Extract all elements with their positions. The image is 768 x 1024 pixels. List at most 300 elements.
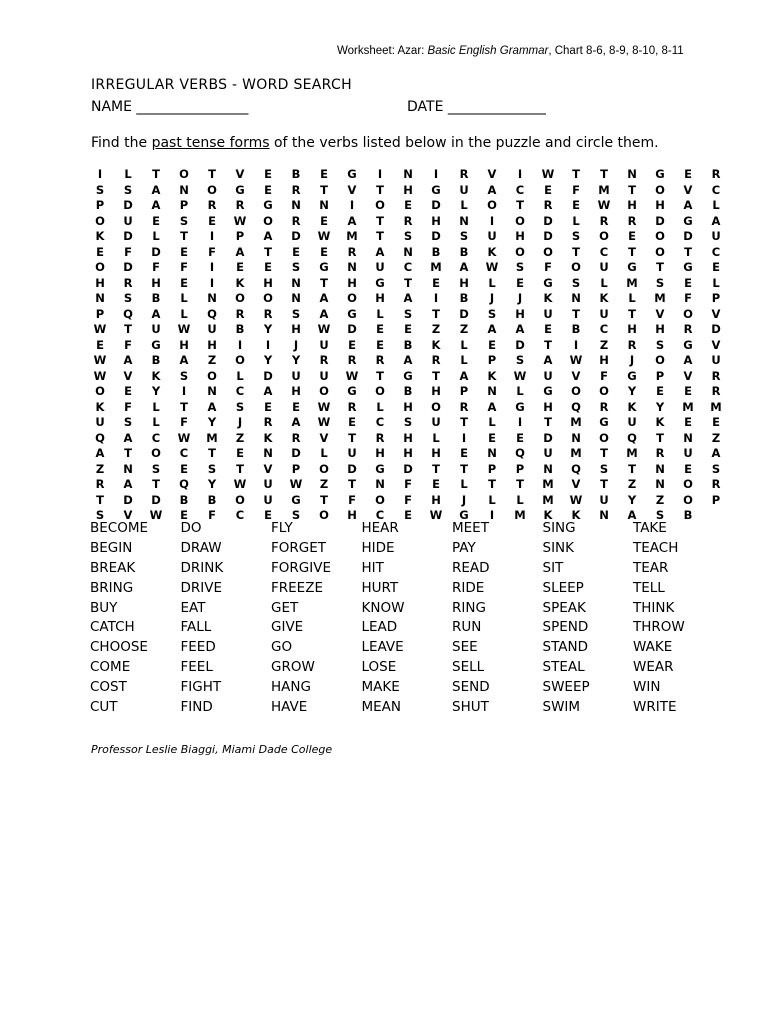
- grid-letter[interactable]: M: [654, 291, 666, 305]
- grid-letter[interactable]: K: [487, 368, 497, 383]
- grid-letter[interactable]: S: [123, 291, 133, 305]
- grid-letter[interactable]: D: [291, 446, 301, 460]
- grid-letter[interactable]: R: [235, 198, 245, 212]
- grid-letter[interactable]: F: [572, 182, 580, 197]
- grid-letter[interactable]: A: [123, 430, 133, 445]
- grid-letter[interactable]: G: [263, 198, 273, 212]
- grid-letter[interactable]: G: [543, 275, 553, 290]
- grid-letter[interactable]: U: [487, 229, 497, 243]
- grid-letter[interactable]: N: [319, 198, 329, 212]
- grid-letter[interactable]: R: [123, 275, 133, 290]
- grid-letter[interactable]: E: [264, 399, 272, 414]
- grid-letter[interactable]: U: [319, 368, 329, 383]
- grid-letter[interactable]: W: [177, 322, 191, 336]
- grid-letter[interactable]: D: [347, 461, 357, 476]
- grid-letter[interactable]: J: [489, 291, 495, 305]
- grid-letter[interactable]: E: [264, 260, 272, 274]
- grid-letter[interactable]: U: [543, 446, 553, 460]
- grid-letter[interactable]: D: [515, 337, 525, 352]
- grid-letter[interactable]: L: [152, 399, 160, 414]
- grid-letter[interactable]: E: [684, 384, 692, 398]
- grid-letter[interactable]: N: [571, 291, 581, 305]
- grid-letter[interactable]: H: [655, 198, 665, 212]
- grid-letter[interactable]: E: [264, 182, 272, 197]
- grid-letter[interactable]: W: [149, 508, 163, 522]
- grid-letter[interactable]: U: [319, 337, 329, 352]
- grid-letter[interactable]: U: [599, 260, 609, 274]
- grid-letter[interactable]: T: [656, 430, 664, 445]
- grid-letter[interactable]: E: [180, 461, 188, 476]
- grid-letter[interactable]: I: [433, 291, 439, 305]
- grid-letter[interactable]: E: [656, 384, 664, 398]
- grid-letter[interactable]: E: [684, 275, 692, 290]
- grid-letter[interactable]: R: [263, 306, 273, 321]
- grid-letter[interactable]: Y: [627, 492, 637, 507]
- grid-letter[interactable]: W: [569, 353, 583, 367]
- grid-letter[interactable]: F: [180, 415, 188, 429]
- grid-letter[interactable]: E: [712, 260, 720, 274]
- grid-letter[interactable]: I: [517, 415, 523, 429]
- grid-letter[interactable]: L: [376, 306, 384, 321]
- grid-letter[interactable]: J: [517, 291, 523, 305]
- grid-letter[interactable]: L: [572, 213, 580, 228]
- grid-letter[interactable]: T: [404, 275, 412, 290]
- grid-letter[interactable]: A: [291, 415, 301, 429]
- grid-letter[interactable]: L: [516, 384, 524, 398]
- grid-letter[interactable]: C: [235, 384, 245, 398]
- grid-letter[interactable]: V: [263, 461, 273, 476]
- grid-letter[interactable]: M: [542, 492, 554, 507]
- grid-letter[interactable]: D: [655, 213, 665, 228]
- grid-letter[interactable]: T: [516, 198, 524, 212]
- grid-letter[interactable]: H: [543, 399, 553, 414]
- grid-letter[interactable]: D: [123, 229, 133, 243]
- grid-letter[interactable]: U: [599, 492, 609, 507]
- grid-letter[interactable]: R: [347, 353, 357, 367]
- grid-letter[interactable]: R: [319, 353, 329, 367]
- grid-letter[interactable]: P: [459, 384, 469, 398]
- grid-letter[interactable]: H: [431, 384, 441, 398]
- grid-letter[interactable]: A: [95, 446, 105, 460]
- grid-letter[interactable]: R: [459, 167, 469, 181]
- grid-letter[interactable]: N: [599, 508, 609, 522]
- grid-letter[interactable]: V: [235, 167, 245, 181]
- grid-letter[interactable]: G: [627, 260, 637, 274]
- grid-letter[interactable]: L: [320, 446, 328, 460]
- grid-letter[interactable]: O: [207, 368, 217, 383]
- grid-letter[interactable]: I: [517, 167, 523, 181]
- grid-letter[interactable]: H: [95, 275, 105, 290]
- grid-letter[interactable]: H: [431, 446, 441, 460]
- grid-letter[interactable]: E: [348, 337, 356, 352]
- grid-letter[interactable]: E: [320, 167, 328, 181]
- grid-letter[interactable]: F: [208, 508, 216, 522]
- grid-letter[interactable]: T: [600, 477, 608, 491]
- grid-letter[interactable]: Z: [431, 322, 441, 336]
- grid-letter[interactable]: P: [235, 229, 245, 243]
- grid-letter[interactable]: L: [712, 275, 720, 290]
- grid-letter[interactable]: F: [684, 291, 692, 305]
- grid-letter[interactable]: T: [684, 244, 692, 259]
- grid-letter[interactable]: V: [711, 337, 721, 352]
- grid-letter[interactable]: I: [237, 337, 243, 352]
- grid-letter[interactable]: V: [347, 182, 357, 197]
- grid-letter[interactable]: T: [180, 229, 188, 243]
- grid-letter[interactable]: U: [431, 415, 441, 429]
- grid-letter[interactable]: W: [513, 368, 527, 383]
- grid-letter[interactable]: H: [515, 306, 525, 321]
- grid-letter[interactable]: G: [599, 415, 609, 429]
- grid-letter[interactable]: O: [179, 167, 189, 181]
- grid-letter[interactable]: Q: [627, 430, 637, 445]
- grid-letter[interactable]: H: [403, 182, 413, 197]
- grid-letter[interactable]: W: [317, 399, 331, 414]
- grid-letter[interactable]: R: [347, 399, 357, 414]
- grid-letter[interactable]: P: [95, 198, 105, 212]
- grid-letter[interactable]: A: [711, 446, 721, 460]
- grid-letter[interactable]: Y: [263, 353, 273, 367]
- grid-letter[interactable]: Z: [319, 477, 329, 491]
- grid-letter[interactable]: L: [460, 477, 468, 491]
- grid-letter[interactable]: S: [459, 229, 469, 243]
- grid-letter[interactable]: Z: [235, 430, 245, 445]
- grid-letter[interactable]: G: [515, 399, 525, 414]
- grid-letter[interactable]: T: [572, 306, 580, 321]
- grid-letter[interactable]: G: [543, 384, 553, 398]
- grid-letter[interactable]: E: [180, 244, 188, 259]
- grid-letter[interactable]: D: [123, 260, 133, 274]
- grid-letter[interactable]: L: [488, 275, 496, 290]
- grid-letter[interactable]: O: [375, 198, 385, 212]
- grid-letter[interactable]: N: [291, 291, 301, 305]
- grid-letter[interactable]: A: [123, 477, 133, 491]
- grid-letter[interactable]: E: [544, 182, 552, 197]
- grid-letter[interactable]: U: [123, 213, 133, 228]
- grid-letter[interactable]: M: [346, 229, 358, 243]
- grid-letter[interactable]: Y: [207, 415, 217, 429]
- grid-letter[interactable]: E: [684, 167, 692, 181]
- grid-letter[interactable]: S: [655, 337, 665, 352]
- grid-letter[interactable]: R: [291, 182, 301, 197]
- grid-letter[interactable]: S: [571, 229, 581, 243]
- grid-letter[interactable]: O: [571, 384, 581, 398]
- grid-letter[interactable]: V: [123, 368, 133, 383]
- grid-letter[interactable]: H: [347, 508, 357, 522]
- grid-letter[interactable]: U: [543, 368, 553, 383]
- grid-letter[interactable]: M: [570, 446, 582, 460]
- grid-letter[interactable]: S: [403, 306, 413, 321]
- grid-letter[interactable]: Q: [95, 430, 105, 445]
- grid-letter[interactable]: A: [319, 306, 329, 321]
- grid-letter[interactable]: W: [93, 322, 107, 336]
- grid-letter[interactable]: A: [207, 399, 217, 414]
- grid-letter[interactable]: O: [263, 213, 273, 228]
- grid-letter[interactable]: S: [179, 368, 189, 383]
- grid-letter[interactable]: U: [151, 322, 161, 336]
- grid-letter[interactable]: Z: [459, 322, 469, 336]
- grid-letter[interactable]: H: [375, 291, 385, 305]
- grid-letter[interactable]: G: [403, 368, 413, 383]
- grid-letter[interactable]: F: [348, 492, 356, 507]
- grid-letter[interactable]: S: [95, 182, 105, 197]
- grid-letter[interactable]: B: [235, 322, 245, 336]
- grid-letter[interactable]: O: [375, 384, 385, 398]
- grid-letter[interactable]: H: [151, 275, 161, 290]
- grid-letter[interactable]: H: [515, 229, 525, 243]
- grid-letter[interactable]: D: [431, 229, 441, 243]
- grid-letter[interactable]: T: [236, 461, 244, 476]
- grid-letter[interactable]: A: [151, 306, 161, 321]
- grid-letter[interactable]: O: [235, 353, 245, 367]
- grid-letter[interactable]: U: [683, 446, 693, 460]
- grid-letter[interactable]: T: [544, 415, 552, 429]
- grid-letter[interactable]: T: [516, 477, 524, 491]
- grid-letter[interactable]: N: [291, 275, 301, 290]
- grid-letter[interactable]: H: [291, 384, 301, 398]
- grid-letter[interactable]: D: [543, 213, 553, 228]
- grid-letter[interactable]: E: [516, 430, 524, 445]
- grid-letter[interactable]: K: [599, 291, 609, 305]
- grid-letter[interactable]: S: [403, 229, 413, 243]
- grid-letter[interactable]: E: [376, 337, 384, 352]
- grid-letter[interactable]: A: [459, 260, 469, 274]
- grid-letter[interactable]: C: [179, 446, 189, 460]
- grid-letter[interactable]: V: [571, 477, 581, 491]
- grid-letter[interactable]: L: [236, 368, 244, 383]
- grid-letter[interactable]: L: [180, 291, 188, 305]
- grid-letter[interactable]: R: [711, 167, 721, 181]
- grid-letter[interactable]: O: [95, 213, 105, 228]
- grid-letter[interactable]: S: [235, 399, 245, 414]
- grid-letter[interactable]: Y: [207, 477, 217, 491]
- grid-letter[interactable]: T: [320, 492, 328, 507]
- grid-letter[interactable]: W: [317, 229, 331, 243]
- grid-letter[interactable]: K: [487, 244, 497, 259]
- grid-letter[interactable]: B: [291, 167, 301, 181]
- grid-letter[interactable]: B: [151, 291, 161, 305]
- grid-letter[interactable]: A: [263, 384, 273, 398]
- grid-letter[interactable]: S: [515, 353, 525, 367]
- grid-letter[interactable]: L: [712, 198, 720, 212]
- grid-letter[interactable]: T: [600, 167, 608, 181]
- grid-letter[interactable]: B: [179, 492, 189, 507]
- grid-letter[interactable]: R: [627, 213, 637, 228]
- grid-letter[interactable]: O: [263, 291, 273, 305]
- grid-letter[interactable]: E: [208, 213, 216, 228]
- grid-letter[interactable]: A: [319, 291, 329, 305]
- grid-letter[interactable]: R: [291, 213, 301, 228]
- grid-letter[interactable]: M: [542, 477, 554, 491]
- grid-letter[interactable]: R: [431, 353, 441, 367]
- grid-letter[interactable]: N: [207, 291, 217, 305]
- grid-letter[interactable]: T: [572, 244, 580, 259]
- grid-letter[interactable]: U: [711, 229, 721, 243]
- grid-letter[interactable]: G: [347, 384, 357, 398]
- grid-letter[interactable]: R: [711, 384, 721, 398]
- grid-letter[interactable]: I: [209, 260, 215, 274]
- grid-letter[interactable]: P: [711, 492, 721, 507]
- grid-letter[interactable]: U: [627, 415, 637, 429]
- grid-letter[interactable]: O: [515, 213, 525, 228]
- grid-letter[interactable]: Y: [655, 399, 665, 414]
- grid-letter[interactable]: H: [431, 492, 441, 507]
- grid-letter[interactable]: G: [627, 368, 637, 383]
- grid-letter[interactable]: A: [179, 353, 189, 367]
- grid-letter[interactable]: H: [375, 446, 385, 460]
- grid-letter[interactable]: C: [711, 182, 721, 197]
- grid-letter[interactable]: N: [123, 461, 133, 476]
- grid-letter[interactable]: H: [291, 322, 301, 336]
- grid-letter[interactable]: S: [571, 275, 581, 290]
- grid-letter[interactable]: E: [320, 213, 328, 228]
- grid-letter[interactable]: D: [151, 244, 161, 259]
- grid-letter[interactable]: K: [151, 368, 161, 383]
- grid-letter[interactable]: R: [543, 198, 553, 212]
- grid-letter[interactable]: A: [683, 353, 693, 367]
- grid-letter[interactable]: N: [179, 182, 189, 197]
- grid-letter[interactable]: T: [628, 182, 636, 197]
- grid-letter[interactable]: M: [514, 508, 526, 522]
- grid-letter[interactable]: A: [151, 182, 161, 197]
- grid-letter[interactable]: R: [711, 477, 721, 491]
- grid-letter[interactable]: E: [572, 198, 580, 212]
- grid-letter[interactable]: E: [292, 399, 300, 414]
- grid-letter[interactable]: W: [177, 430, 191, 445]
- grid-letter[interactable]: T: [152, 167, 160, 181]
- grid-letter[interactable]: D: [543, 229, 553, 243]
- grid-letter[interactable]: L: [600, 275, 608, 290]
- grid-letter[interactable]: E: [488, 337, 496, 352]
- grid-letter[interactable]: T: [376, 213, 384, 228]
- grid-letter[interactable]: A: [123, 353, 133, 367]
- grid-letter[interactable]: M: [598, 182, 610, 197]
- grid-letter[interactable]: U: [207, 322, 217, 336]
- grid-letter[interactable]: D: [683, 229, 693, 243]
- grid-letter[interactable]: O: [151, 446, 161, 460]
- grid-letter[interactable]: D: [291, 229, 301, 243]
- grid-letter[interactable]: M: [626, 446, 638, 460]
- grid-letter[interactable]: T: [488, 477, 496, 491]
- grid-letter[interactable]: D: [123, 492, 133, 507]
- grid-letter[interactable]: U: [291, 368, 301, 383]
- grid-letter[interactable]: K: [263, 430, 273, 445]
- grid-letter[interactable]: H: [207, 337, 217, 352]
- grid-letter[interactable]: A: [235, 244, 245, 259]
- grid-letter[interactable]: S: [403, 415, 413, 429]
- grid-letter[interactable]: R: [291, 430, 301, 445]
- grid-letter[interactable]: T: [376, 368, 384, 383]
- grid-letter[interactable]: O: [683, 492, 693, 507]
- grid-letter[interactable]: I: [573, 337, 579, 352]
- grid-letter[interactable]: B: [403, 337, 413, 352]
- grid-letter[interactable]: I: [349, 198, 355, 212]
- grid-letter[interactable]: L: [432, 430, 440, 445]
- grid-letter[interactable]: C: [375, 415, 385, 429]
- grid-letter[interactable]: G: [655, 167, 665, 181]
- grid-letter[interactable]: M: [570, 415, 582, 429]
- grid-letter[interactable]: T: [432, 461, 440, 476]
- grid-letter[interactable]: F: [124, 399, 132, 414]
- grid-letter[interactable]: T: [628, 461, 636, 476]
- grid-letter[interactable]: B: [151, 353, 161, 367]
- grid-letter[interactable]: A: [487, 322, 497, 336]
- grid-letter[interactable]: T: [432, 368, 440, 383]
- grid-letter[interactable]: T: [124, 446, 132, 460]
- grid-letter[interactable]: N: [403, 167, 413, 181]
- grid-letter[interactable]: E: [404, 508, 412, 522]
- grid-letter[interactable]: R: [235, 306, 245, 321]
- grid-letter[interactable]: V: [487, 167, 497, 181]
- grid-letter[interactable]: G: [347, 306, 357, 321]
- grid-letter[interactable]: S: [179, 213, 189, 228]
- grid-letter[interactable]: A: [683, 198, 693, 212]
- grid-letter[interactable]: V: [683, 368, 693, 383]
- grid-letter[interactable]: W: [93, 368, 107, 383]
- grid-letter[interactable]: T: [376, 229, 384, 243]
- grid-letter[interactable]: N: [543, 461, 553, 476]
- grid-letter[interactable]: J: [237, 415, 243, 429]
- grid-letter[interactable]: Z: [207, 353, 217, 367]
- grid-letter[interactable]: R: [403, 213, 413, 228]
- grid-letter[interactable]: H: [627, 198, 637, 212]
- grid-letter[interactable]: D: [431, 198, 441, 212]
- grid-letter[interactable]: F: [600, 368, 608, 383]
- grid-letter[interactable]: T: [180, 399, 188, 414]
- grid-letter[interactable]: T: [376, 182, 384, 197]
- grid-letter[interactable]: P: [179, 198, 189, 212]
- grid-letter[interactable]: S: [291, 306, 301, 321]
- grid-letter[interactable]: B: [459, 244, 469, 259]
- grid-letter[interactable]: R: [95, 477, 105, 491]
- grid-letter[interactable]: U: [711, 353, 721, 367]
- grid-letter[interactable]: W: [345, 368, 359, 383]
- grid-letter[interactable]: R: [207, 198, 217, 212]
- grid-letter[interactable]: O: [375, 492, 385, 507]
- grid-letter[interactable]: E: [488, 430, 496, 445]
- grid-letter[interactable]: I: [97, 167, 103, 181]
- grid-letter[interactable]: P: [655, 368, 665, 383]
- grid-letter[interactable]: H: [403, 430, 413, 445]
- grid-letter[interactable]: O: [319, 384, 329, 398]
- grid-letter[interactable]: E: [180, 508, 188, 522]
- grid-letter[interactable]: M: [626, 275, 638, 290]
- grid-letter[interactable]: O: [319, 508, 329, 522]
- grid-letter[interactable]: C: [151, 430, 161, 445]
- grid-letter[interactable]: B: [403, 384, 413, 398]
- grid-letter[interactable]: S: [123, 182, 133, 197]
- grid-letter[interactable]: M: [710, 399, 722, 414]
- grid-letter[interactable]: E: [404, 322, 412, 336]
- grid-letter[interactable]: B: [571, 322, 581, 336]
- grid-letter[interactable]: I: [265, 337, 271, 352]
- grid-letter[interactable]: T: [544, 337, 552, 352]
- grid-letter[interactable]: A: [403, 291, 413, 305]
- grid-letter[interactable]: F: [208, 244, 216, 259]
- grid-letter[interactable]: S: [487, 306, 497, 321]
- grid-letter[interactable]: T: [264, 244, 272, 259]
- grid-letter[interactable]: L: [488, 415, 496, 429]
- grid-letter[interactable]: U: [263, 477, 273, 491]
- grid-letter[interactable]: O: [319, 461, 329, 476]
- grid-letter[interactable]: S: [95, 508, 105, 522]
- grid-letter[interactable]: H: [347, 275, 357, 290]
- grid-letter[interactable]: S: [515, 260, 525, 274]
- grid-letter[interactable]: A: [347, 213, 357, 228]
- grid-letter[interactable]: L: [460, 198, 468, 212]
- grid-letter[interactable]: G: [683, 260, 693, 274]
- grid-letter[interactable]: K: [543, 508, 553, 522]
- grid-letter[interactable]: T: [208, 446, 216, 460]
